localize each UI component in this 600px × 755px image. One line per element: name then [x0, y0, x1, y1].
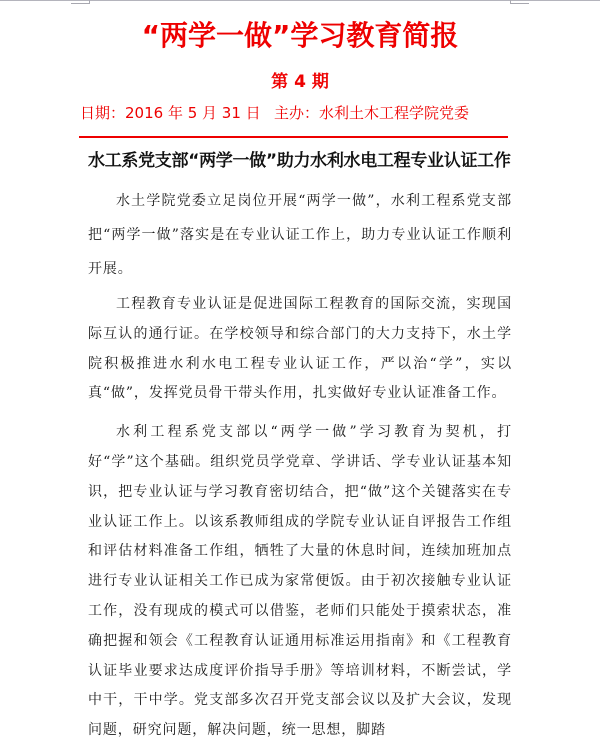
article-body — [88, 184, 512, 755]
left-crop-mark — [71, 0, 90, 4]
article-paragraph: 工程教育专业认证是促进国际工程教育的国际交流，实现国际互认的通行证。在学校领导和综合部门的大力支持下，水土学院积极推进水利水电工程专业认证工作，严以治“学”，实以真“做”，发挥党员骨干带头作用，扎实做好专业认证准备工作。 — [88, 296, 512, 402]
article-paragraph: 水土学院党委立足岗位开展“两学一做”，水利工程系党支部把“两学一做”落实是在专业认证工作上，助力专业认证工作顺利开展。 — [88, 193, 512, 277]
article-paragraph: 水利工程系党支部以“两学一做”学习教育为契机，打好“学”这个基础。组织党员学党章、学讲话、学专业认证基本知识，把专业认证与学习教育密切结合，把“做”这个关键落实在专业认证工作上。以该系教师组成的学院专业认证自评报告工作组和评估材料准备工作组，牺牲了大量的休息时间，连续加班加点进行专业认证相关工作已成为家常便饭。由于初次接触专业认证工作，没有现成的模式可以借鉴，老师们只能处于摸索状态，准确把握和领会《工程教育认证通用标准运用指南》和《工程教育认证毕业要求达成度评价指导手册》等培训材料，不断尝试，学中干，干中学。党支部多次召开党支部会议以及扩大会议，发现问题，研究问题，解决问题，统一思想，脚踏 — [88, 424, 512, 739]
right-crop-mark — [510, 0, 529, 4]
publish-date: 日期：2016 年 5 月 31 日 — [80, 104, 261, 122]
newsletter-meta — [80, 102, 510, 124]
issue-number: 第 4 期 — [271, 72, 329, 92]
article-heading: 水工系党支部“两学一做”助力水利水电工程专业认证工作 — [88, 151, 511, 171]
newsletter-title: “两学一做”学习教育简报 — [141, 19, 459, 52]
red-divider — [79, 136, 508, 138]
host-organization: 主办：水利土木工程学院党委 — [274, 104, 470, 122]
